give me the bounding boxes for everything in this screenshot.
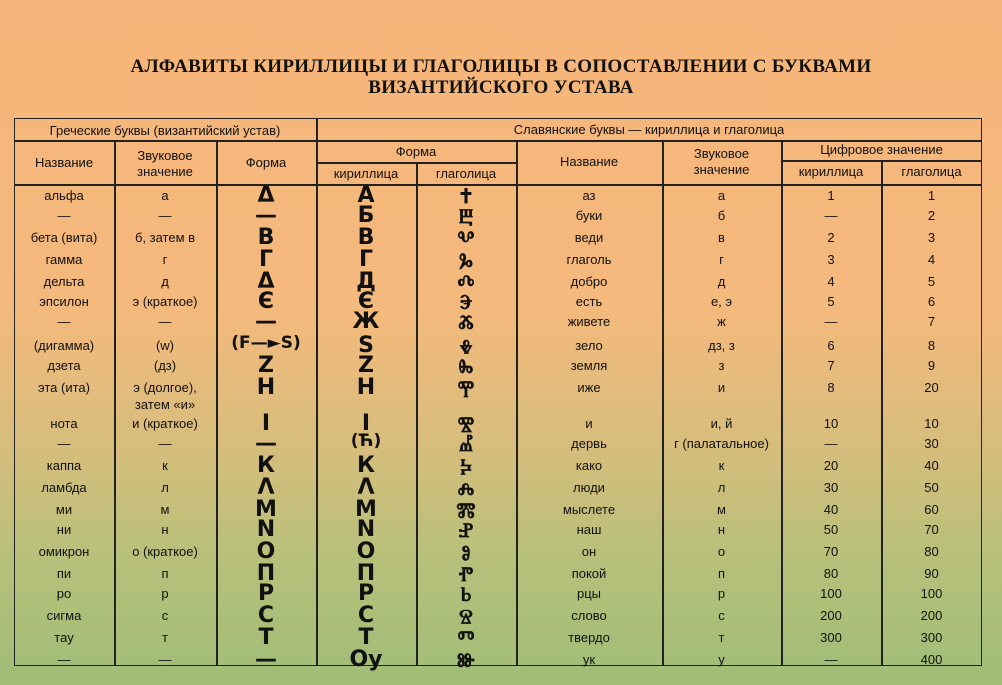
table-cell-gform: Z bbox=[258, 353, 274, 378]
table-cell-sname: твердо bbox=[568, 630, 610, 645]
table-cell-glag: Ⱅ bbox=[457, 626, 475, 650]
table-cell-cyr: А bbox=[357, 183, 375, 208]
table-cell-cyr: Б bbox=[357, 203, 375, 228]
table-cell-nglag: 6 bbox=[927, 294, 936, 309]
table-cell-nglag: 400 bbox=[920, 652, 943, 667]
table-cell-gform: Δ bbox=[257, 183, 275, 208]
header-greek: Греческие буквы (византийский устав) bbox=[49, 123, 281, 138]
table-cell-ncyr: 50 bbox=[823, 522, 839, 537]
table-cell-gname: ми bbox=[55, 502, 73, 517]
table-cell-cyr: (Ћ) bbox=[350, 431, 382, 451]
table-cell-glag: Ⰳ bbox=[459, 248, 473, 272]
table-cell-gsound: с bbox=[161, 608, 169, 623]
table-cell-ncyr: 30 bbox=[823, 480, 839, 495]
table-cell-gsound: р bbox=[161, 586, 169, 601]
table-cell-sname: живете bbox=[567, 314, 611, 329]
table-cell-gform: В bbox=[257, 225, 275, 250]
table-cell-ncyr: 2 bbox=[827, 230, 835, 245]
table-cell-gform: Р bbox=[257, 581, 275, 606]
header-num-glagolitic: глаголица bbox=[901, 164, 962, 179]
table-cell-sname: есть bbox=[575, 294, 603, 309]
table-cell-cyr: Р bbox=[357, 581, 375, 606]
table-cell-sname: веди bbox=[574, 230, 604, 245]
table-cell-gsound: л bbox=[161, 480, 169, 495]
table-cell-gname: гамма bbox=[45, 252, 83, 267]
table-cell-gname: дзета bbox=[47, 358, 81, 373]
table-cell-gsound: п bbox=[161, 566, 169, 581]
table-cell-ncyr: 70 bbox=[823, 544, 839, 559]
table-cell-glag: Ⱁ bbox=[461, 540, 471, 564]
table-cell-ncyr: 80 bbox=[823, 566, 839, 581]
table-cell-gsound: — bbox=[158, 314, 172, 329]
table-cell-gsound: б, затем в bbox=[134, 230, 196, 245]
table-cell-gform: — bbox=[255, 309, 277, 334]
table-cell-glag: Ⱃ bbox=[460, 582, 472, 606]
table-cell-cyr: Д bbox=[356, 269, 376, 294]
table-cell-sname: буки bbox=[575, 208, 603, 223]
table-cell-gform: П bbox=[256, 561, 276, 586]
table-cell-gform: Δ bbox=[257, 269, 275, 294]
table-cell-gsound: э (долгое), bbox=[133, 380, 197, 395]
table-cell-gsound: о (краткое) bbox=[132, 544, 198, 559]
table-cell-gname: ни bbox=[56, 522, 72, 537]
table-cell-gsound: (w) bbox=[155, 338, 175, 353]
table-cell-gsound: — bbox=[158, 652, 172, 667]
table-cell-cyr: Г bbox=[358, 247, 374, 272]
header-name: Название bbox=[34, 155, 94, 170]
table-cell-nglag: 10 bbox=[924, 416, 939, 431]
table-cell-gname: — bbox=[57, 314, 71, 329]
table-cell-ncyr: 200 bbox=[820, 608, 842, 623]
header-sound-slavic: Звуковое значение bbox=[693, 146, 750, 177]
table-cell-ssound: о bbox=[717, 544, 726, 559]
table-cell-gname: (дигамма) bbox=[33, 338, 95, 353]
table-cell-ncyr: 40 bbox=[823, 502, 839, 517]
table-cell-gsound: (дз) bbox=[153, 358, 177, 373]
table-cell-ssound: т bbox=[718, 630, 725, 645]
table-cell-ssound: р bbox=[717, 586, 726, 601]
table-cell-glag: Ⰺ bbox=[457, 412, 475, 436]
table-cell-gsound: г bbox=[162, 252, 168, 267]
table-cell-glag: Ⰸ bbox=[458, 354, 474, 378]
table-cell-cyr: В bbox=[357, 225, 375, 250]
table-cell-gsound: м bbox=[160, 502, 170, 517]
table-cell-glag: Ⱂ bbox=[458, 562, 474, 586]
table-cell-gform: Н bbox=[256, 375, 276, 400]
table-cell-sname: наш bbox=[576, 522, 602, 537]
table-cell-ssound: в bbox=[718, 230, 725, 245]
table-cell-ssound: и bbox=[717, 380, 726, 395]
table-cell-sname: како bbox=[575, 458, 603, 473]
table-cell-sname: и bbox=[585, 416, 593, 431]
table-cell-glag: Ⱄ bbox=[459, 604, 473, 628]
table-cell-nglag: 80 bbox=[924, 544, 939, 559]
table-cell-gsound: и (краткое) bbox=[132, 416, 198, 431]
table-cell-cyr: М bbox=[355, 497, 377, 522]
table-cell-cyr: Оу bbox=[349, 647, 383, 672]
table-cell-gname: ро bbox=[56, 586, 72, 601]
table-cell-gname: эпсилон bbox=[39, 294, 89, 309]
table-cell-sname: люди bbox=[573, 480, 605, 495]
table-cell-gname: омикрон bbox=[38, 544, 90, 559]
table-cell-gname: альфа bbox=[44, 188, 84, 203]
table-cell-gform: Λ bbox=[257, 475, 275, 500]
table-cell-sname: слово bbox=[571, 608, 607, 623]
table-cell-ssound: у bbox=[718, 652, 725, 667]
table-cell-gsound: — bbox=[158, 436, 172, 451]
table-cell-gname: бета (вита) bbox=[30, 230, 98, 245]
table-cell-gform: — bbox=[255, 203, 277, 228]
table-cell-gform: М bbox=[255, 497, 277, 522]
header-numeric: Цифровое значение bbox=[820, 142, 943, 157]
table-cell-gsound: э (краткое) bbox=[132, 294, 198, 309]
table-cell-cyr: I bbox=[361, 411, 371, 436]
table-cell-ncyr: 4 bbox=[827, 274, 835, 289]
table-cell-ncyr: — bbox=[824, 314, 838, 329]
table-cell-nglag: 7 bbox=[927, 314, 936, 329]
table-cell-nglag: 2 bbox=[927, 208, 936, 223]
table-cell-sname: дервь bbox=[571, 436, 607, 451]
table-cell-nglag: 300 bbox=[920, 630, 943, 645]
table-cell-glag: ✝ bbox=[457, 184, 475, 208]
header-slavic: Славянские буквы — кириллица и глаголица bbox=[513, 122, 785, 137]
table-cell-ncyr: 10 bbox=[823, 416, 839, 431]
table-cell-nglag: 60 bbox=[924, 502, 939, 517]
table-cell-ncyr: — bbox=[824, 208, 838, 223]
table-cell-gname: ламбда bbox=[41, 480, 87, 495]
page-title: АЛФАВИТЫ КИРИЛЛИЦЫ И ГЛАГОЛИЦЫ В СОПОСТАВЛЕНИИ С БУКВАМИ bbox=[130, 56, 872, 77]
header-sound: Звуковое значение bbox=[137, 148, 193, 179]
table-cell-ssound: к bbox=[718, 458, 725, 473]
table-cell-gform: (F—►S) bbox=[231, 333, 301, 353]
table-cell-nglag: 8 bbox=[927, 338, 936, 353]
table-cell-nglag: 90 bbox=[924, 566, 939, 581]
table-cell-glag: Ⰴ bbox=[457, 270, 475, 294]
table-cell-ssound: а bbox=[717, 188, 726, 203]
table-cell-ssound: л bbox=[717, 480, 726, 495]
table-cell-gsound: — bbox=[158, 208, 172, 223]
table-cell-gsound: н bbox=[161, 522, 169, 537]
table-cell-cyr: Z bbox=[358, 353, 374, 378]
table-cell-ssound: г (палатальное) bbox=[674, 436, 769, 451]
table-cell-cyr: Н bbox=[356, 375, 376, 400]
table-cell-glag: Ⰹ bbox=[457, 376, 475, 400]
table-cell-cyr: С bbox=[357, 603, 375, 628]
table-cell-nglag: 20 bbox=[924, 380, 939, 395]
table-cell-ncyr: 100 bbox=[820, 586, 842, 601]
table-cell-cyr: S bbox=[358, 333, 374, 358]
table-cell-gname: каппа bbox=[46, 458, 82, 473]
table-cell-nglag: 9 bbox=[927, 358, 936, 373]
table-cell-gform: Т bbox=[258, 625, 274, 650]
table-cell-glag: Ⰷ bbox=[459, 334, 473, 358]
table-cell-nglag: 200 bbox=[920, 608, 943, 623]
table-cell-gform: С bbox=[257, 603, 275, 628]
table-cell-sname: он bbox=[581, 544, 597, 559]
table-cell-ssound: п bbox=[717, 566, 726, 581]
table-cell-gname: — bbox=[57, 652, 71, 667]
table-cell-glag: Ⰲ bbox=[457, 226, 475, 250]
table-cell-cyr: Ж bbox=[352, 309, 380, 334]
table-cell-gform: I bbox=[261, 411, 271, 436]
table-cell-gsound: д bbox=[161, 274, 169, 289]
header-cyrillic: кириллица bbox=[333, 166, 399, 181]
table-cell-ssound: д bbox=[717, 274, 726, 289]
table-cell-gform: Є bbox=[257, 289, 275, 314]
table-cell-ssound: е, э bbox=[710, 294, 733, 309]
header-form: Форма bbox=[245, 155, 287, 170]
table-cell-nglag: 50 bbox=[924, 480, 939, 495]
table-cell-nglag: 4 bbox=[927, 252, 936, 267]
header-name-slavic: Название bbox=[559, 154, 619, 169]
table-cell-ssound: н bbox=[717, 522, 726, 537]
table-cell-cyr: П bbox=[356, 561, 376, 586]
table-cell-ssound: б bbox=[717, 208, 726, 223]
table-cell-gform: — bbox=[255, 431, 277, 456]
table-cell-gform: — bbox=[255, 647, 277, 672]
table-cell-ncyr: 3 bbox=[827, 252, 835, 267]
table-cell-gsound-cont: затем «и» bbox=[134, 397, 196, 412]
table-cell-sname: аз bbox=[582, 188, 596, 203]
table-cell-ncyr: 300 bbox=[820, 630, 842, 645]
table-cell-cyr: Т bbox=[358, 625, 374, 650]
table-cell-sname: земля bbox=[570, 358, 608, 373]
table-cell-sname: ук bbox=[582, 652, 596, 667]
table-cell-gname: — bbox=[57, 208, 71, 223]
table-cell-nglag: 5 bbox=[927, 274, 936, 289]
table-cell-sname: покой bbox=[571, 566, 607, 581]
table-cell-nglag: 3 bbox=[927, 230, 936, 245]
table-cell-ncyr: — bbox=[824, 436, 838, 451]
table-cell-ncyr: — bbox=[824, 652, 838, 667]
table-cell-gname: дельта bbox=[43, 274, 85, 289]
table-cell-sname: иже bbox=[577, 380, 601, 395]
table-cell-ncyr: 6 bbox=[827, 338, 835, 353]
table-cell-sname: глаголь bbox=[566, 252, 612, 267]
table-cell-ncyr: 5 bbox=[827, 294, 835, 309]
table-cell-ssound: г bbox=[719, 252, 724, 267]
table-cell-gform: Г bbox=[258, 247, 274, 272]
table-cell-glag: Ⰽ bbox=[460, 454, 472, 478]
table-cell-gsound: т bbox=[162, 630, 168, 645]
table-cell-glag: Ⱀ bbox=[458, 518, 474, 542]
table-cell-gname: тау bbox=[54, 630, 74, 645]
table-cell-gform: О bbox=[256, 539, 276, 564]
table-cell-gname: эта (ита) bbox=[38, 380, 90, 395]
table-cell-gname: пи bbox=[56, 566, 72, 581]
table-cell-ssound: м bbox=[717, 502, 726, 517]
table-cell-sname: рцы bbox=[576, 586, 602, 601]
table-cell-gform: N bbox=[256, 517, 276, 542]
table-cell-ncyr: 20 bbox=[823, 458, 839, 473]
table-cell-gsound: а bbox=[161, 188, 169, 203]
table-cell-cyr: Λ bbox=[357, 475, 375, 500]
table-cell-cyr: К bbox=[357, 453, 375, 478]
table-cell-cyr: N bbox=[356, 517, 376, 542]
page-subtitle: ВИЗАНТИЙСКОГО УСТАВА bbox=[368, 77, 634, 98]
table-cell-glag: Ⰼ bbox=[458, 432, 474, 456]
table-cell-cyr: Є bbox=[357, 289, 375, 314]
table-cell-ssound: дз, з bbox=[708, 338, 735, 353]
header-form-slavic: Форма bbox=[395, 144, 437, 159]
table-cell-gname: — bbox=[57, 436, 71, 451]
table-cell-gsound: к bbox=[162, 458, 168, 473]
table-cell-nglag: 30 bbox=[924, 436, 939, 451]
table-cell-ssound: с bbox=[718, 608, 725, 623]
table-cell-glag: Ⰵ bbox=[459, 290, 473, 314]
table-cell-cyr: О bbox=[356, 539, 376, 564]
table-cell-sname: добро bbox=[570, 274, 608, 289]
table-cell-nglag: 100 bbox=[920, 586, 943, 601]
table-cell-ssound: и, й bbox=[710, 416, 733, 431]
table-cell-nglag: 1 bbox=[927, 188, 936, 203]
header-num-cyrillic: кириллица bbox=[798, 164, 864, 179]
table-cell-sname: зело bbox=[575, 338, 603, 353]
header-glagolitic: глаголица bbox=[435, 166, 497, 181]
table-cell-glag: Ⰿ bbox=[456, 498, 476, 522]
table-cell-glag: Ⰾ bbox=[457, 476, 475, 500]
table-cell-sname: мыслете bbox=[562, 502, 616, 517]
table-cell-glag: Ⰶ bbox=[458, 310, 474, 334]
table-cell-ssound: з bbox=[718, 358, 725, 373]
table-cell-ncyr: 1 bbox=[827, 188, 835, 203]
table-cell-ncyr: 8 bbox=[827, 380, 835, 395]
table-cell-gform: К bbox=[257, 453, 275, 478]
table-cell-gname: нота bbox=[50, 416, 78, 431]
table-cell-ssound: ж bbox=[717, 314, 726, 329]
table-cell-glag: Ⱆ bbox=[457, 648, 475, 672]
table-cell-nglag: 70 bbox=[924, 522, 939, 537]
table-cell-glag: Ⰱ bbox=[458, 204, 474, 228]
table-cell-nglag: 40 bbox=[924, 458, 939, 473]
table-cell-gname: сигма bbox=[46, 608, 82, 623]
table-cell-ncyr: 7 bbox=[827, 358, 835, 373]
